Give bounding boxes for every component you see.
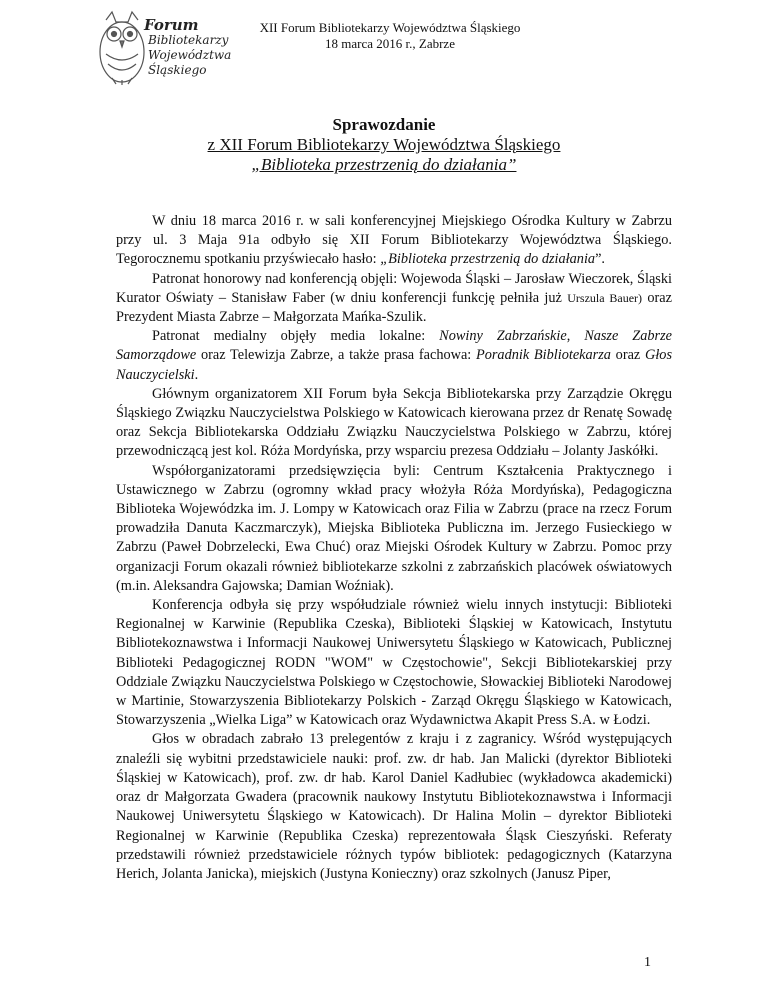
- paragraph-2-end: oraz Prezydent Miasta Zabrze – Małgorzata Mańka-Szulik.: [116, 289, 672, 326]
- page-number: 1: [644, 955, 651, 970]
- media-title-3: Poradnik Bibliotekarza: [475, 347, 611, 364]
- paragraph-3-end: .: [194, 366, 199, 383]
- logo-line-3: Województwa: [148, 48, 232, 62]
- media-title-1: Nowiny Zabrzańskie: [439, 328, 567, 345]
- header-line-2: 18 marca 2016 r., Zabrze: [325, 36, 455, 51]
- page-header: [170, 20, 610, 52]
- paragraph-1-text: W dniu 18 marca 2016 r. w sali konferencyjnej Miejskiego Ośrodka Kultury w Zabrzu przy ul. 3 Maja 91a odbyło się XII Forum Bibliotekarzy Województwa Śląskiego. Tegorocznemu spotkaniu przyświecało hasło:: [116, 213, 672, 268]
- motto: „Biblioteka przestrzenią do działania: [380, 251, 596, 268]
- title-line-1: Sprawozdanie: [332, 115, 436, 134]
- paragraph-3-sep-2: oraz: [610, 347, 645, 364]
- paragraph-3-mid: oraz Telewizja Zabrze, a także prasa fachowa:: [196, 347, 476, 364]
- media-title-4: Głos Nauczycielski: [116, 347, 673, 383]
- paragraph-3: [116, 327, 672, 385]
- logo-line-1: Forum: [144, 16, 199, 34]
- media-title-2: Nasze Zabrze Samorządowe: [116, 328, 672, 364]
- title-line-3: „Biblioteka przestrzenią do działania”: [251, 155, 517, 174]
- paragraph-1-end: ”.: [595, 251, 605, 268]
- paragraph-2: [116, 270, 672, 328]
- paragraph-2-name: Urszula Bauer): [567, 290, 643, 305]
- document-title: [0, 115, 768, 175]
- title-line-2: z XII Forum Bibliotekarzy Województwa Śląskiego: [207, 135, 561, 154]
- header-line-1: XII Forum Bibliotekarzy Województwa Śląskiego: [259, 20, 521, 35]
- report-body: [116, 212, 672, 884]
- owl-icon: [92, 8, 152, 86]
- paragraph-3-text: Patronat medialny objęły media lokalne:: [152, 328, 440, 345]
- logo-line-2: Bibliotekarzy: [148, 33, 229, 47]
- paragraph-6: Konferencja odbyła się przy współudziale również wielu innych instytucji: Biblioteki Regionalnej w Karwinie (Republika Czeska), Biblioteki Śląskiej w Katowicach, Instytutu Bibliotekoznawstwa i Informacji Naukowej Uniwersytetu Śląskiego w Katowicach, Publicznej Biblioteki Pedagogicznej RODN "WOM" w Częstochowie", Sekcji Bibliotekarskiej przy Oddziale Związku Nauczycielstwa Polskiego w Częstochowie, Słowackiej Biblioteki Narodowej w Martinie, Stowarzyszenia Bibliotekarzy Polskich - Zarząd Okręgu Śląskiego w Katowicach, Stowarzyszenia „Wielka Liga” w Katowicach oraz Wydawnictwa Akapit Press S.A. w Łodzi.: [116, 597, 672, 729]
- logo-line-4: Śląskiego: [148, 63, 207, 77]
- paragraph-1: [116, 212, 672, 270]
- paragraph-7: Głos w obradach zabrało 13 prelegentów z kraju i z zagranicy. Wśród występujących znaleźli się wybitni przedstawiciele nauki: prof. zw. dr hab. Jan Malicki (dyrektor Biblioteki Śląskiej w Katowicach), prof. zw. dr hab. Karol Daniel Kadłubiec (wykładowca akademicki) oraz dr Małgorzata Gwadera (pracownik naukowy Instytutu Bibliotekoznawstwa i Informacji Naukowej Uniwersytetu Śląskiego w Katowicach). Dr Halina Molin – dyrektor Biblioteki Regionalnej w Karwinie (Republika Czeska) reprezentowała Śląsk Cieszyński. Referaty przedstawili również przedstawiciele różnych typów bibliotek: pedagogicznych (Katarzyna Herich, Jolanta Janicka), miejskich (Justyna Konieczny) oraz szkolnych (Janusz Piper,: [116, 731, 672, 882]
- paragraph-3-sep-1: ,: [566, 328, 585, 345]
- paragraph-2-text: Patronat honorowy nad konferencją objęli: Wojewoda Śląski – Jarosław Wieczorek, Śląski Kurator Oświaty – Stanisław Faber (w dniu konferencji funkcję pełniła już: [116, 270, 672, 306]
- paragraph-4: Głównym organizatorem XII Forum była Sekcja Bibliotekarska przy Zarządzie Okręgu Śląskiego Związku Nauczycielstwa Polskiego w Katowicach kierowana przez dr Renatę Sowadę oraz Sekcja Bibliotekarska Oddziału Związku Nauczycielstwa Polskiego w Zabrzu, której przewodniczącą jest kol. Róża Mordyńska, przy wsparciu prezesa Oddziału – Jolanty Jaskółki.: [116, 385, 672, 460]
- paragraph-5: Współorganizatorami przedsięwzięcia byli: Centrum Kształcenia Praktycznego i Ustawicznego w Zabrzu (ogromny wkład pracy włożyła Róża Mordyńska), Pedagogiczna Biblioteka Wojewódzka im. J. Lompy w Katowicach oraz Filia w Zabrzu (prace na rzecz Forum prowadziła Danuta Kaczmarczyk), Miejska Biblioteka Publiczna im. Jerzego Fusieckiego w Zabrzu (Paweł Dobrzelecki, Ewa Chuć) oraz Miejski Ośrodek Kultury w Zabrzu. Pomoc przy organizacji Forum okazali również bibliotekarze szkolni z zabrzańskich placówek oświatowych (m.in. Aleksandra Gajowska; Damian Woźniak).: [116, 462, 672, 594]
